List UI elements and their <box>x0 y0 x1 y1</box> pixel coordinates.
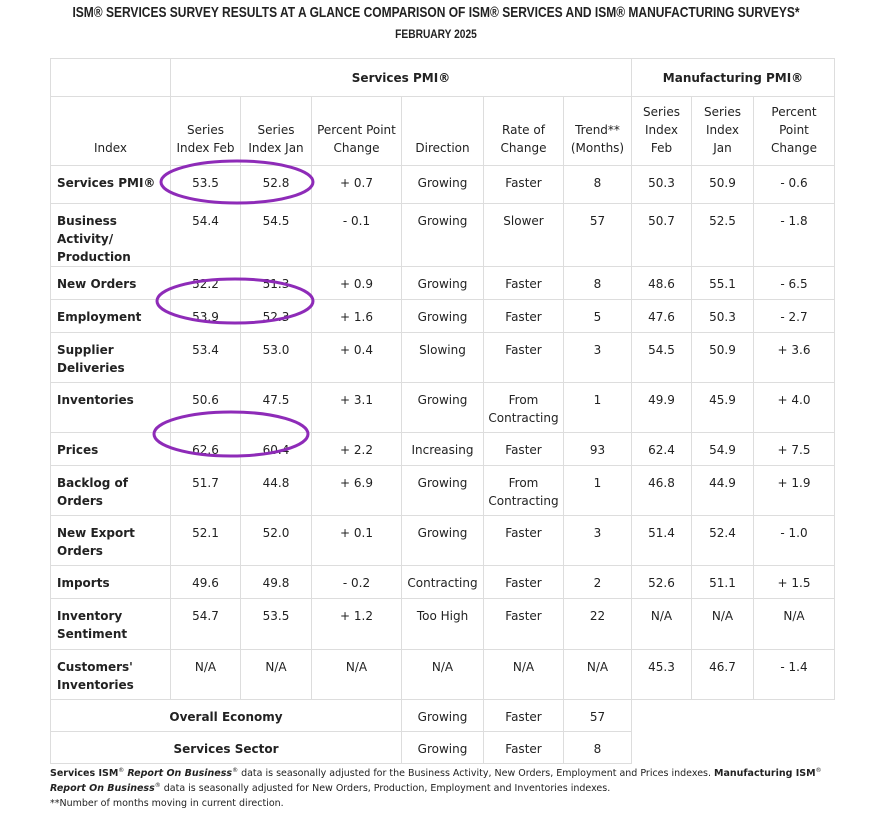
cell-value: 45.9 <box>692 383 754 433</box>
column-header: Index <box>51 97 171 166</box>
cell-value: 8 <box>564 267 632 300</box>
comparison-table <box>50 58 835 764</box>
cell-value: 54.5 <box>241 204 312 267</box>
cell-value: 51.7 <box>171 466 241 516</box>
note-services-ism: Services ISM <box>50 768 119 779</box>
cell-value: 49.9 <box>632 383 692 433</box>
column-header: Series Index Jan <box>241 97 312 166</box>
header-blank <box>51 59 171 97</box>
cell-value: N/A <box>312 650 402 700</box>
cell-value: 50.7 <box>632 204 692 267</box>
cell-value: 55.1 <box>692 267 754 300</box>
cell-value: 54.4 <box>171 204 241 267</box>
cell-value: 50.3 <box>632 166 692 204</box>
cell-value: + 2.2 <box>312 433 402 466</box>
cell-value: 57 <box>564 204 632 267</box>
table-row <box>51 267 835 300</box>
cell-value: 93 <box>564 433 632 466</box>
column-header: Direction <box>402 97 484 166</box>
cell-value: Faster <box>484 566 564 599</box>
note-services-text: data is seasonally adjusted for the Business Activity, New Orders, Employment and Prices indexes. <box>238 768 715 779</box>
cell-value: Growing <box>402 166 484 204</box>
cell-value: 53.0 <box>241 333 312 383</box>
cell-value: 45.3 <box>632 650 692 700</box>
column-header: Trend** (Months) <box>564 97 632 166</box>
cell-value: - 1.4 <box>754 650 835 700</box>
note-rob-1: Report On Business <box>127 768 233 779</box>
index-name: Inventory Sentiment <box>51 599 171 650</box>
table-row <box>51 166 835 204</box>
cell-value: + 1.9 <box>754 466 835 516</box>
cell-value: + 0.9 <box>312 267 402 300</box>
title-area <box>0 4 872 24</box>
note-manufacturing-ism: Manufacturing ISM <box>714 768 816 779</box>
cell-value: 1 <box>564 466 632 516</box>
cell-value: - 1.8 <box>754 204 835 267</box>
footnote: Services ISM® Report On Business® data is seasonally adjusted for the Business Activity, New Orders, Employment and Prices indexes. Manufacturing ISM® Report On Business® data is seasonally adjusted for New Orders, Production, Employment and Inventories indexes. **Number of months moving in current direction. <box>50 766 822 809</box>
cell-value: + 6.9 <box>312 466 402 516</box>
cell-value: + 1.6 <box>312 300 402 333</box>
cell-value: 53.5 <box>171 166 241 204</box>
cell-value: 60.4 <box>241 433 312 466</box>
cell-value: 52.5 <box>692 204 754 267</box>
cell-value: 52.0 <box>241 516 312 566</box>
cell-value: From Contracting <box>484 383 564 433</box>
cell-value: Slower <box>484 204 564 267</box>
cell-value: - 0.6 <box>754 166 835 204</box>
cell-value: 53.9 <box>171 300 241 333</box>
cell-value: Faster <box>484 516 564 566</box>
index-name: Inventories <box>51 383 171 433</box>
cell-value: Faster <box>484 333 564 383</box>
cell-value: 52.1 <box>171 516 241 566</box>
cell-value: + 1.2 <box>312 599 402 650</box>
summary-value: 8 <box>564 732 632 764</box>
cell-value: 8 <box>564 166 632 204</box>
cell-value: 54.5 <box>632 333 692 383</box>
cell-value: 62.4 <box>632 433 692 466</box>
cell-value: 46.7 <box>692 650 754 700</box>
cell-value: 50.3 <box>692 300 754 333</box>
cell-value: - 2.7 <box>754 300 835 333</box>
cell-value: 44.8 <box>241 466 312 516</box>
cell-value: 51.4 <box>632 516 692 566</box>
index-name: Backlog of Orders <box>51 466 171 516</box>
cell-value: + 0.4 <box>312 333 402 383</box>
table-row <box>51 383 835 433</box>
cell-value: 47.6 <box>632 300 692 333</box>
cell-value: + 4.0 <box>754 383 835 433</box>
cell-value: 5 <box>564 300 632 333</box>
summary-row <box>51 700 835 732</box>
cell-value: 50.6 <box>171 383 241 433</box>
cell-value: 3 <box>564 333 632 383</box>
cell-value: - 6.5 <box>754 267 835 300</box>
index-name: Customers' Inventories <box>51 650 171 700</box>
cell-value: + 7.5 <box>754 433 835 466</box>
cell-value: 22 <box>564 599 632 650</box>
index-name: New Orders <box>51 267 171 300</box>
cell-value: Growing <box>402 383 484 433</box>
index-name: Employment <box>51 300 171 333</box>
cell-value: 51.3 <box>241 267 312 300</box>
table-row <box>51 599 835 650</box>
cell-value: N/A <box>241 650 312 700</box>
cell-value: Slowing <box>402 333 484 383</box>
cell-value: 54.7 <box>171 599 241 650</box>
cell-value: + 3.6 <box>754 333 835 383</box>
cell-value: 2 <box>564 566 632 599</box>
cell-value: Faster <box>484 599 564 650</box>
cell-value: 50.9 <box>692 166 754 204</box>
note-trend: **Number of months moving in current direction. <box>50 798 284 809</box>
manufacturing-pmi-group-header: Manufacturing PMI® <box>632 59 835 97</box>
index-name: Business Activity/ Production <box>51 204 171 267</box>
cell-value: N/A <box>484 650 564 700</box>
column-header: Series Index Feb <box>171 97 241 166</box>
cell-value: 49.6 <box>171 566 241 599</box>
page-subtitle: FEBRUARY 2025 <box>395 27 477 41</box>
column-header: Series Index Jan <box>692 97 754 166</box>
cell-value: N/A <box>402 650 484 700</box>
cell-value: - 0.1 <box>312 204 402 267</box>
cell-value: Faster <box>484 433 564 466</box>
cell-value: Too High <box>402 599 484 650</box>
summary-value: 57 <box>564 700 632 732</box>
summary-value: Faster <box>484 732 564 764</box>
cell-value: 49.8 <box>241 566 312 599</box>
cell-value: 62.6 <box>171 433 241 466</box>
index-name: Prices <box>51 433 171 466</box>
cell-value: 44.9 <box>692 466 754 516</box>
cell-value: + 0.7 <box>312 166 402 204</box>
cell-value: N/A <box>692 599 754 650</box>
cell-value: 1 <box>564 383 632 433</box>
cell-value: + 0.1 <box>312 516 402 566</box>
note-rob-2: Report On Business <box>50 783 155 794</box>
summary-value: Faster <box>484 700 564 732</box>
column-header: Percent Point Change <box>312 97 402 166</box>
cell-value: From Contracting <box>484 466 564 516</box>
cell-value: - 0.2 <box>312 566 402 599</box>
table-row <box>51 566 835 599</box>
blank-cell <box>632 700 835 764</box>
table-row <box>51 466 835 516</box>
cell-value: Faster <box>484 267 564 300</box>
cell-value: + 3.1 <box>312 383 402 433</box>
cell-value: 52.2 <box>171 267 241 300</box>
table-row <box>51 516 835 566</box>
summary-value: Growing <box>402 700 484 732</box>
summary-label: Services Sector <box>51 732 402 764</box>
index-name: Supplier Deliveries <box>51 333 171 383</box>
cell-value: Faster <box>484 300 564 333</box>
cell-value: Growing <box>402 267 484 300</box>
cell-value: Faster <box>484 166 564 204</box>
cell-value: N/A <box>564 650 632 700</box>
cell-value: Growing <box>402 516 484 566</box>
index-name: New Export Orders <box>51 516 171 566</box>
cell-value: - 1.0 <box>754 516 835 566</box>
cell-value: 46.8 <box>632 466 692 516</box>
cell-value: Contracting <box>402 566 484 599</box>
table-row <box>51 333 835 383</box>
summary-value: Growing <box>402 732 484 764</box>
cell-value: 47.5 <box>241 383 312 433</box>
column-header: Series Index Feb <box>632 97 692 166</box>
cell-value: 51.1 <box>692 566 754 599</box>
cell-value: Growing <box>402 300 484 333</box>
services-pmi-group-header: Services PMI® <box>171 59 632 97</box>
cell-value: N/A <box>171 650 241 700</box>
cell-value: Growing <box>402 466 484 516</box>
cell-value: 54.9 <box>692 433 754 466</box>
column-header: Rate of Change <box>484 97 564 166</box>
index-name: Services PMI® <box>51 166 171 204</box>
table-row <box>51 433 835 466</box>
cell-value: N/A <box>632 599 692 650</box>
table-row <box>51 300 835 333</box>
page-title: ISM® SERVICES SURVEY RESULTS AT A GLANCE COMPARISON OF ISM® SERVICES AND ISM® MANUFACTURING SURVEYS* <box>72 4 800 21</box>
cell-value: 52.3 <box>241 300 312 333</box>
summary-label: Overall Economy <box>51 700 402 732</box>
cell-value: 52.8 <box>241 166 312 204</box>
table-row <box>51 204 835 267</box>
cell-value: 52.6 <box>632 566 692 599</box>
cell-value: Increasing <box>402 433 484 466</box>
note-manufacturing-text: data is seasonally adjusted for New Orders, Production, Employment and Inventories indexes. <box>160 783 611 794</box>
cell-value: 50.9 <box>692 333 754 383</box>
column-header: Percent Point Change <box>754 97 835 166</box>
cell-value: 52.4 <box>692 516 754 566</box>
cell-value: + 1.5 <box>754 566 835 599</box>
cell-value: 53.4 <box>171 333 241 383</box>
cell-value: N/A <box>754 599 835 650</box>
cell-value: Growing <box>402 204 484 267</box>
index-name: Imports <box>51 566 171 599</box>
cell-value: 3 <box>564 516 632 566</box>
cell-value: 53.5 <box>241 599 312 650</box>
table-row <box>51 650 835 700</box>
cell-value: 48.6 <box>632 267 692 300</box>
